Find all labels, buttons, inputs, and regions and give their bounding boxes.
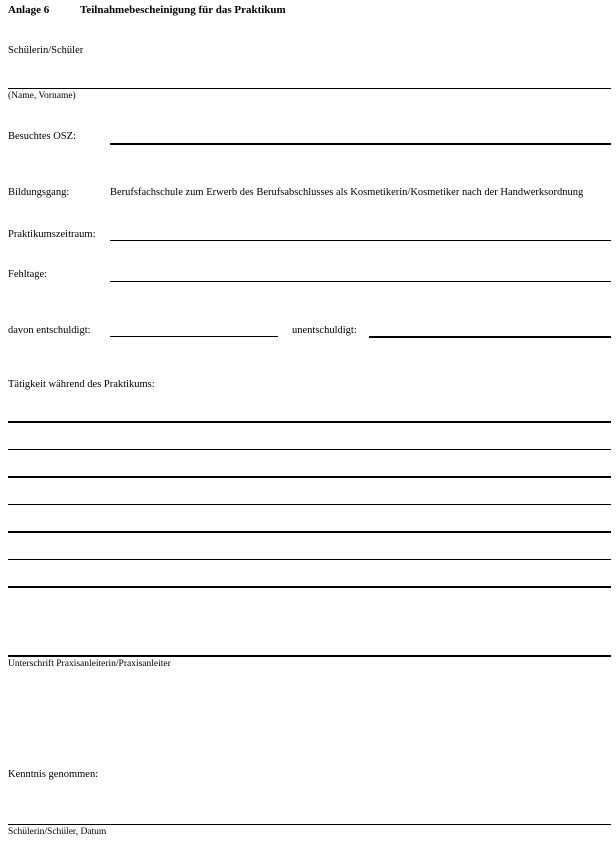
student-label: Schülerin/Schüler: [8, 45, 84, 56]
entschuldigt-line[interactable]: [110, 336, 278, 337]
unentschuldigt-line[interactable]: [369, 336, 611, 338]
student-name-hint: (Name, Vorname): [8, 91, 76, 101]
annex-label: Anlage 6: [8, 4, 50, 16]
activity-line[interactable]: [8, 421, 611, 423]
zeitraum-label: Praktikumszeitraum:: [8, 229, 96, 240]
osz-line[interactable]: [110, 143, 611, 145]
acknowledgement-label: Kenntnis genommen:: [8, 769, 99, 780]
activity-line[interactable]: [8, 504, 611, 505]
page-title: Teilnahmebescheinigung für das Praktikum: [80, 4, 286, 16]
student-signature-label: Schülerin/Schüler, Datum: [8, 827, 107, 837]
activity-line[interactable]: [8, 531, 611, 533]
entschuldigt-label: davon entschuldigt:: [8, 325, 91, 336]
activity-line[interactable]: [8, 449, 611, 450]
student-signature-line[interactable]: [8, 824, 611, 825]
unentschuldigt-label: unentschuldigt:: [292, 325, 357, 336]
supervisor-signature-label: Unterschrift Praxisanleiterin/Praxisanleiter: [8, 659, 171, 669]
fehltage-line[interactable]: [110, 281, 611, 282]
osz-label: Besuchtes OSZ:: [8, 131, 76, 142]
activity-line[interactable]: [8, 559, 611, 560]
supervisor-signature-line[interactable]: [8, 655, 611, 657]
activity-label: Tätigkeit während des Praktikums:: [8, 379, 155, 390]
fehltage-label: Fehltage:: [8, 269, 48, 280]
bildungsgang-value: Berufsfachschule zum Erwerb des Berufsabschlusses als Kosmetikerin/Kosmetiker nach der Handwerksordnung: [110, 187, 584, 198]
zeitraum-line[interactable]: [110, 240, 611, 241]
student-name-line[interactable]: [8, 88, 611, 89]
activity-line[interactable]: [8, 586, 611, 588]
bildungsgang-label: Bildungsgang:: [8, 187, 70, 198]
activity-line[interactable]: [8, 476, 611, 478]
